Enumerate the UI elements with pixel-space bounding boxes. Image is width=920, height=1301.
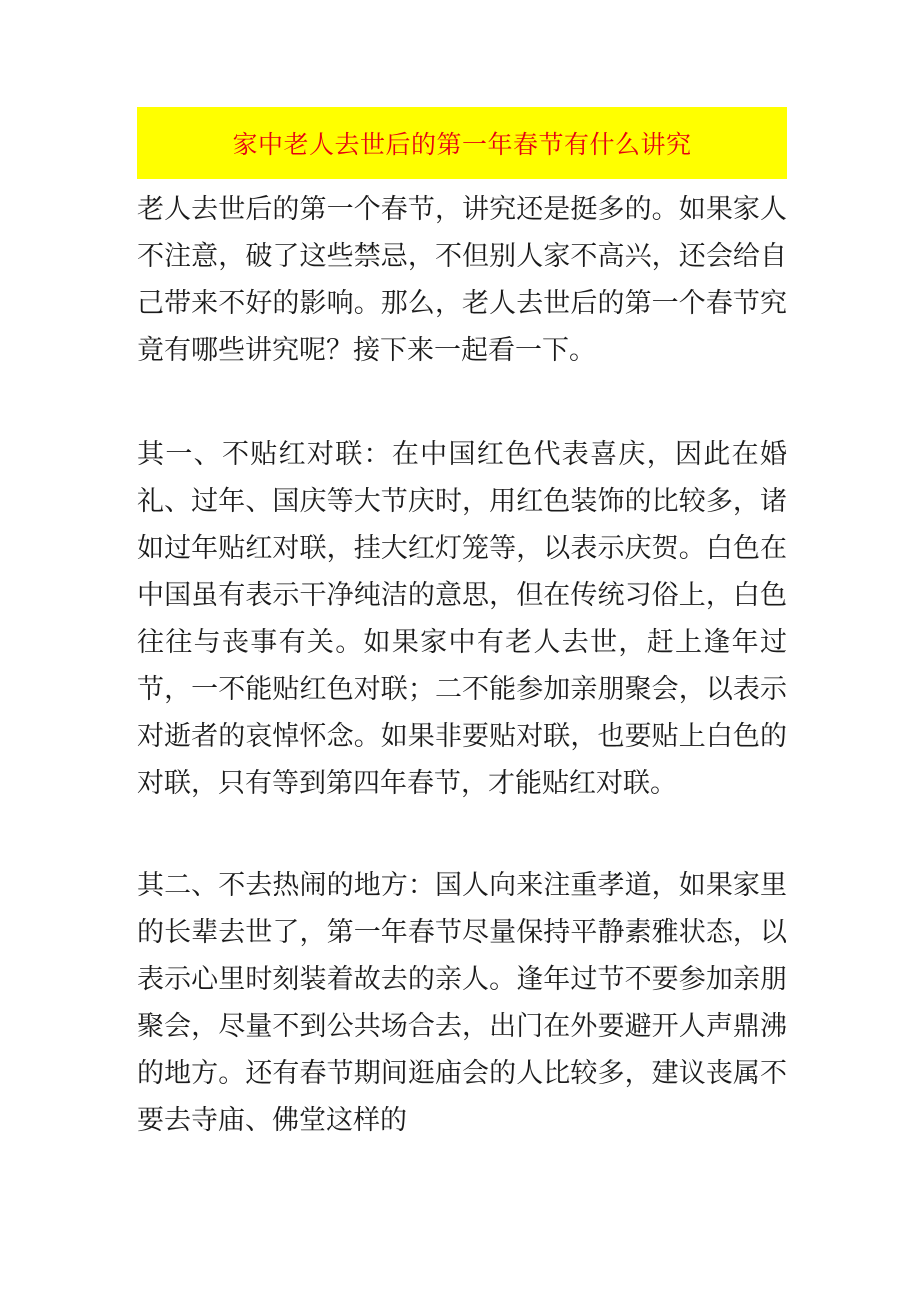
paragraph-no-red-couplets: 其一、不贴红对联：在中国红色代表喜庆，因此在婚礼、过年、国庆等大节庆时，用红色装饰的比较多，诸如过年贴红对联，挂大红灯笼等，以表示庆贺。白色在中国虽有表示干净纯洁的意思，但在传统习俗上，白色往往与丧事有关。如果家中有老人去世，赶上逢年过节，一不能贴红色对联；二不能参加亲朋聚会，以表示对逝者的哀悼怀念。如果非要贴对联，也要贴上白色的对联，只有等到第四年春节，才能贴红对联。 <box>137 439 787 799</box>
paragraph-avoid-lively-places: 其二、不去热闹的地方：国人向来注重孝道，如果家里的长辈去世了，第一年春节尽量保持平静素雅状态，以表示心里时刻装着故去的亲人。逢年过节不要参加亲朋聚会，尽量不到公共场合去，出门在外要避开人声鼎沸的地方。还有春节期间逛庙会的人比较多，建议丧属不要去寺庙、佛堂这样的 <box>137 870 787 1136</box>
paragraph-intro: 老人去世后的第一个春节，讲究还是挺多的。如果家人不注意，破了这些禁忌，不但别人家不高兴，还会给自己带来不好的影响。那么，老人去世后的第一个春节究竟有哪些讲究呢？接下来一起看一下。 <box>137 194 787 366</box>
title-banner <box>137 107 787 179</box>
document-title: 家中老人去世后的第一年春节有什么讲究 <box>232 130 692 159</box>
